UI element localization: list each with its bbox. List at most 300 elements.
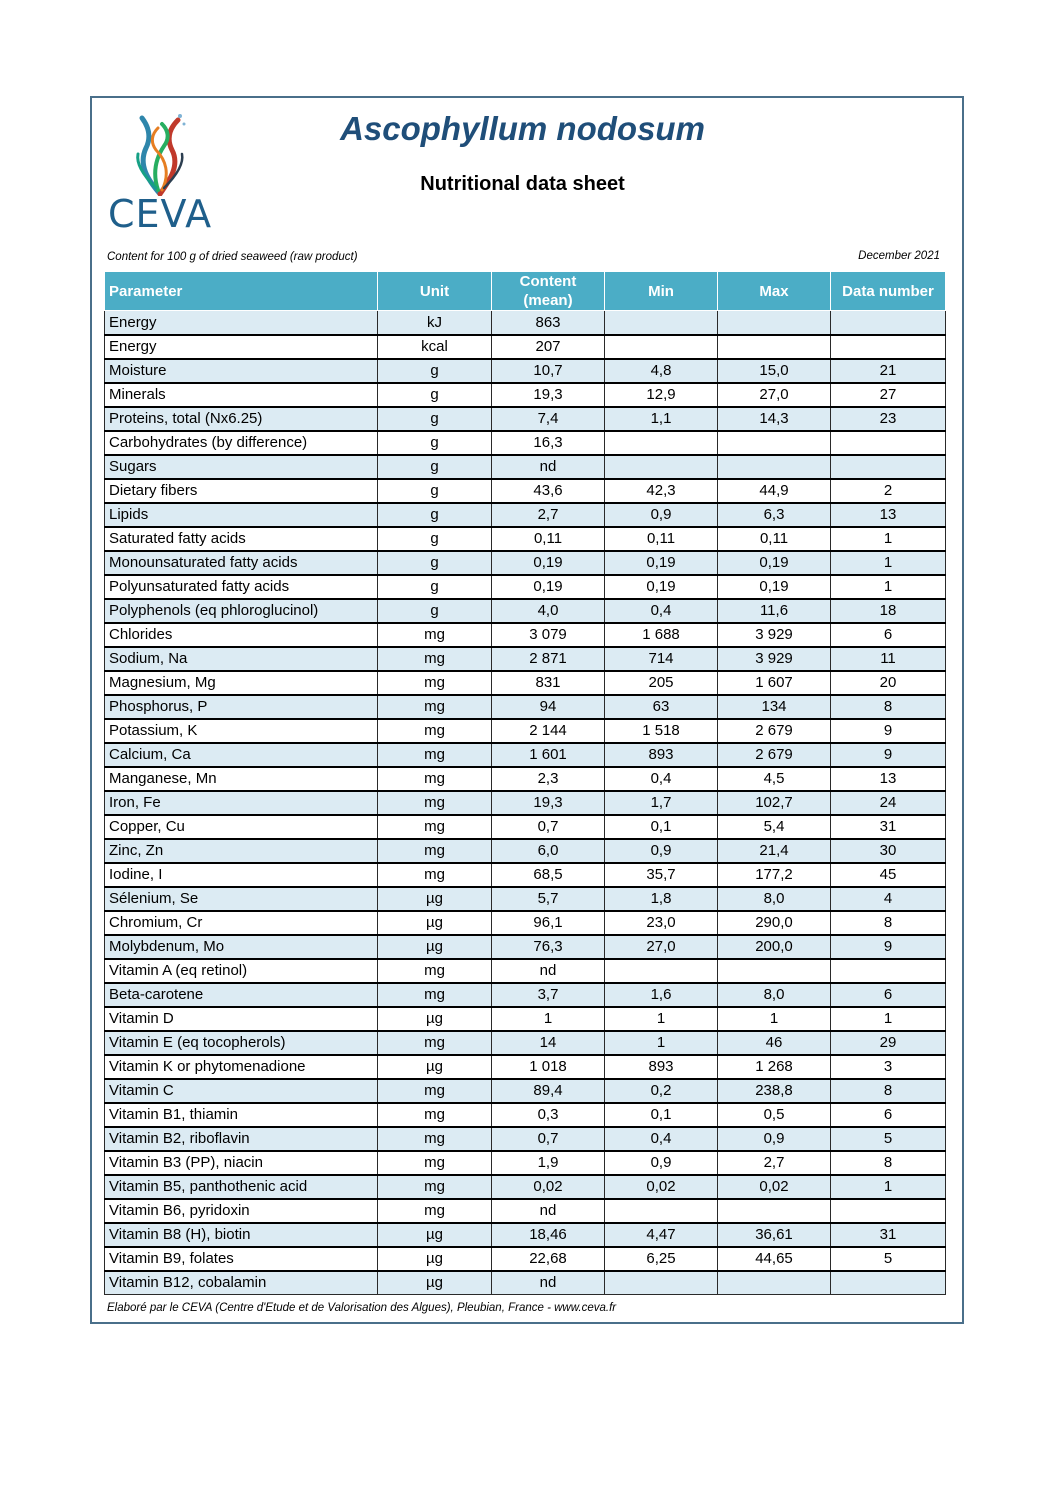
cell-min: 4,8: [605, 359, 718, 383]
cell-max: 46: [718, 1031, 831, 1055]
cell-unit: mg: [378, 983, 492, 1007]
cell-data-number: 20: [831, 671, 946, 695]
cell-unit: mg: [378, 719, 492, 743]
cell-unit: mg: [378, 695, 492, 719]
cell-unit: µg: [378, 1271, 492, 1295]
cell-content: nd: [492, 1199, 605, 1223]
cell-max: 21,4: [718, 839, 831, 863]
cell-parameter: Moisture: [105, 359, 378, 383]
cell-parameter: Vitamin B6, pyridoxin: [105, 1199, 378, 1223]
cell-unit: kcal: [378, 335, 492, 359]
cell-min: 0,4: [605, 599, 718, 623]
cell-unit: mg: [378, 623, 492, 647]
cell-content: 2,7: [492, 503, 605, 527]
cell-content: 10,7: [492, 359, 605, 383]
cell-max: 290,0: [718, 911, 831, 935]
cell-min: 27,0: [605, 935, 718, 959]
cell-min: 0,11: [605, 527, 718, 551]
cell-data-number: [831, 455, 946, 479]
cell-content: 0,02: [492, 1175, 605, 1199]
cell-min: 0,4: [605, 767, 718, 791]
cell-unit: mg: [378, 671, 492, 695]
cell-max: 0,11: [718, 527, 831, 551]
cell-max: 3 929: [718, 623, 831, 647]
cell-unit: µg: [378, 1247, 492, 1271]
page-subtitle: Nutritional data sheet: [420, 173, 625, 195]
table-row: [105, 503, 946, 527]
cell-data-number: 21: [831, 359, 946, 383]
cell-parameter: Sodium, Na: [105, 647, 378, 671]
content-note: Content for 100 g of dried seaweed (raw product): [107, 251, 358, 263]
cell-min: 1,8: [605, 887, 718, 911]
cell-max: 44,9: [718, 479, 831, 503]
cell-parameter: Vitamin B8 (H), biotin: [105, 1223, 378, 1247]
cell-max: 0,5: [718, 1103, 831, 1127]
cell-unit: mg: [378, 959, 492, 983]
cell-parameter: Vitamin C: [105, 1079, 378, 1103]
cell-unit: mg: [378, 647, 492, 671]
cell-content: 22,68: [492, 1247, 605, 1271]
cell-min: 893: [605, 743, 718, 767]
cell-content: 19,3: [492, 383, 605, 407]
cell-min: 205: [605, 671, 718, 695]
table-row: [105, 911, 946, 935]
cell-parameter: Iron, Fe: [105, 791, 378, 815]
table-row: [105, 791, 946, 815]
cell-max: [718, 335, 831, 359]
table-row: [105, 743, 946, 767]
cell-unit: kJ: [378, 311, 492, 335]
cell-unit: g: [378, 407, 492, 431]
cell-min: 893: [605, 1055, 718, 1079]
cell-max: [718, 1199, 831, 1223]
cell-max: 1 607: [718, 671, 831, 695]
cell-parameter: Energy: [105, 311, 378, 335]
cell-min: [605, 959, 718, 983]
cell-parameter: Lipids: [105, 503, 378, 527]
cell-min: 0,19: [605, 575, 718, 599]
cell-content: 2 871: [492, 647, 605, 671]
cell-min: [605, 431, 718, 455]
cell-data-number: 18: [831, 599, 946, 623]
cell-min: 42,3: [605, 479, 718, 503]
cell-parameter: Vitamin B9, folates: [105, 1247, 378, 1271]
cell-data-number: [831, 431, 946, 455]
cell-max: 0,02: [718, 1175, 831, 1199]
table-row: [105, 983, 946, 1007]
cell-content: nd: [492, 959, 605, 983]
cell-min: 714: [605, 647, 718, 671]
cell-content: 207: [492, 335, 605, 359]
cell-unit: mg: [378, 743, 492, 767]
cell-parameter: Vitamin A (eq retinol): [105, 959, 378, 983]
table-row: [105, 335, 946, 359]
cell-unit: g: [378, 383, 492, 407]
cell-parameter: Vitamin B12, cobalamin: [105, 1271, 378, 1295]
cell-content: 1 601: [492, 743, 605, 767]
cell-unit: mg: [378, 1175, 492, 1199]
cell-data-number: [831, 335, 946, 359]
cell-unit: mg: [378, 1079, 492, 1103]
cell-min: 0,1: [605, 1103, 718, 1127]
cell-parameter: Polyunsaturated fatty acids: [105, 575, 378, 599]
cell-unit: µg: [378, 1223, 492, 1247]
cell-data-number: 1: [831, 1007, 946, 1031]
cell-unit: µg: [378, 887, 492, 911]
cell-parameter: Vitamin B2, riboflavin: [105, 1127, 378, 1151]
cell-data-number: 11: [831, 647, 946, 671]
cell-data-number: 1: [831, 575, 946, 599]
cell-max: 11,6: [718, 599, 831, 623]
cell-content: 4,0: [492, 599, 605, 623]
cell-content: 43,6: [492, 479, 605, 503]
cell-data-number: 8: [831, 695, 946, 719]
cell-max: 0,9: [718, 1127, 831, 1151]
cell-parameter: Proteins, total (Nx6.25): [105, 407, 378, 431]
cell-min: 1: [605, 1031, 718, 1055]
cell-min: 1,6: [605, 983, 718, 1007]
cell-content: 2,3: [492, 767, 605, 791]
cell-parameter: Molybdenum, Mo: [105, 935, 378, 959]
cell-content: 1: [492, 1007, 605, 1031]
table-row: [105, 1199, 946, 1223]
table-row: [105, 359, 946, 383]
cell-min: 6,25: [605, 1247, 718, 1271]
table-row: [105, 1127, 946, 1151]
cell-min: 0,9: [605, 503, 718, 527]
cell-data-number: 1: [831, 1175, 946, 1199]
cell-parameter: Sélenium, Se: [105, 887, 378, 911]
cell-min: 1,1: [605, 407, 718, 431]
table-row: [105, 1055, 946, 1079]
cell-min: 0,4: [605, 1127, 718, 1151]
cell-max: 1: [718, 1007, 831, 1031]
seaweed-logo-icon: [108, 110, 212, 196]
cell-min: 1 518: [605, 719, 718, 743]
cell-parameter: Dietary fibers: [105, 479, 378, 503]
cell-unit: mg: [378, 1103, 492, 1127]
cell-data-number: 8: [831, 1151, 946, 1175]
date-label: December 2021: [858, 250, 940, 262]
column-header-content: Content (mean): [492, 272, 605, 311]
cell-max: 2 679: [718, 743, 831, 767]
cell-content: 3,7: [492, 983, 605, 1007]
table-row: [105, 935, 946, 959]
cell-data-number: 5: [831, 1127, 946, 1151]
cell-unit: mg: [378, 863, 492, 887]
table-row: [105, 1031, 946, 1055]
cell-data-number: 29: [831, 1031, 946, 1055]
cell-data-number: [831, 1199, 946, 1223]
cell-content: 14: [492, 1031, 605, 1055]
cell-unit: mg: [378, 1151, 492, 1175]
cell-unit: g: [378, 359, 492, 383]
cell-max: 15,0: [718, 359, 831, 383]
cell-data-number: 2: [831, 479, 946, 503]
cell-data-number: 9: [831, 743, 946, 767]
column-header-data-number: Data number: [831, 272, 946, 311]
cell-min: 0,02: [605, 1175, 718, 1199]
cell-content: 6,0: [492, 839, 605, 863]
cell-max: 200,0: [718, 935, 831, 959]
table-row: [105, 527, 946, 551]
cell-parameter: Vitamin B5, panthothenic acid: [105, 1175, 378, 1199]
cell-unit: g: [378, 551, 492, 575]
column-header-parameter: Parameter: [105, 272, 378, 311]
cell-data-number: 4: [831, 887, 946, 911]
cell-data-number: 27: [831, 383, 946, 407]
cell-parameter: Monounsaturated fatty acids: [105, 551, 378, 575]
footer-note: Elaboré par le CEVA (Centre d'Etude et de Valorisation des Algues), Pleubian, France - www.ceva.fr: [107, 1302, 617, 1314]
cell-max: 4,5: [718, 767, 831, 791]
table-row: [105, 575, 946, 599]
table-row: [105, 1175, 946, 1199]
table-row: [105, 383, 946, 407]
cell-max: 177,2: [718, 863, 831, 887]
table-row: [105, 887, 946, 911]
cell-data-number: 13: [831, 503, 946, 527]
column-header-unit: Unit: [378, 272, 492, 311]
table-body: [105, 311, 946, 1295]
cell-max: 5,4: [718, 815, 831, 839]
cell-max: 0,19: [718, 551, 831, 575]
cell-unit: mg: [378, 1199, 492, 1223]
cell-content: 68,5: [492, 863, 605, 887]
cell-min: 0,2: [605, 1079, 718, 1103]
cell-unit: mg: [378, 791, 492, 815]
table-row: [105, 455, 946, 479]
cell-max: 8,0: [718, 887, 831, 911]
cell-unit: µg: [378, 1007, 492, 1031]
table-row: [105, 959, 946, 983]
table-row: [105, 431, 946, 455]
cell-min: 1,7: [605, 791, 718, 815]
cell-unit: mg: [378, 839, 492, 863]
cell-min: 0,9: [605, 1151, 718, 1175]
table-row: [105, 479, 946, 503]
cell-max: 2 679: [718, 719, 831, 743]
cell-content: 89,4: [492, 1079, 605, 1103]
cell-max: [718, 431, 831, 455]
cell-max: 14,3: [718, 407, 831, 431]
cell-data-number: 6: [831, 623, 946, 647]
cell-parameter: Vitamin B3 (PP), niacin: [105, 1151, 378, 1175]
cell-min: 1: [605, 1007, 718, 1031]
cell-unit: µg: [378, 935, 492, 959]
cell-max: 102,7: [718, 791, 831, 815]
cell-content: 18,46: [492, 1223, 605, 1247]
cell-unit: mg: [378, 1031, 492, 1055]
cell-parameter: Zinc, Zn: [105, 839, 378, 863]
cell-content: 19,3: [492, 791, 605, 815]
cell-content: 863: [492, 311, 605, 335]
table-row: [105, 1247, 946, 1271]
cell-data-number: 13: [831, 767, 946, 791]
cell-min: 12,9: [605, 383, 718, 407]
cell-parameter: Vitamin B1, thiamin: [105, 1103, 378, 1127]
cell-min: [605, 1271, 718, 1295]
cell-content: 94: [492, 695, 605, 719]
table-row: [105, 551, 946, 575]
cell-content: 96,1: [492, 911, 605, 935]
cell-data-number: 30: [831, 839, 946, 863]
table-row: [105, 407, 946, 431]
cell-max: [718, 1271, 831, 1295]
cell-parameter: Polyphenols (eq phloroglucinol): [105, 599, 378, 623]
table-row: [105, 623, 946, 647]
cell-data-number: 1: [831, 527, 946, 551]
cell-data-number: 6: [831, 983, 946, 1007]
cell-data-number: 3: [831, 1055, 946, 1079]
cell-data-number: 6: [831, 1103, 946, 1127]
cell-min: 23,0: [605, 911, 718, 935]
table-row: [105, 1223, 946, 1247]
cell-min: [605, 455, 718, 479]
cell-parameter: Carbohydrates (by difference): [105, 431, 378, 455]
cell-min: [605, 311, 718, 335]
table-row: [105, 1103, 946, 1127]
cell-parameter: Manganese, Mn: [105, 767, 378, 791]
table-row: [105, 311, 946, 335]
cell-data-number: 9: [831, 719, 946, 743]
logo-text: CEVA: [108, 192, 213, 236]
cell-parameter: Sugars: [105, 455, 378, 479]
cell-data-number: 45: [831, 863, 946, 887]
cell-max: 2,7: [718, 1151, 831, 1175]
table-row: [105, 719, 946, 743]
ceva-logo: [108, 110, 212, 234]
table-row: [105, 863, 946, 887]
cell-max: 1 268: [718, 1055, 831, 1079]
cell-min: 4,47: [605, 1223, 718, 1247]
cell-content: 0,3: [492, 1103, 605, 1127]
cell-unit: mg: [378, 767, 492, 791]
table-header-row: [105, 272, 946, 311]
cell-max: 36,61: [718, 1223, 831, 1247]
cell-max: [718, 311, 831, 335]
table-row: [105, 839, 946, 863]
cell-content: 7,4: [492, 407, 605, 431]
cell-max: 134: [718, 695, 831, 719]
cell-min: 0,19: [605, 551, 718, 575]
page-title: Ascophyllum nodosum: [340, 110, 705, 147]
cell-data-number: 23: [831, 407, 946, 431]
cell-data-number: 31: [831, 1223, 946, 1247]
table-row: [105, 647, 946, 671]
cell-parameter: Vitamin K or phytomenadione: [105, 1055, 378, 1079]
cell-parameter: Magnesium, Mg: [105, 671, 378, 695]
table-row: [105, 1271, 946, 1295]
table-row: [105, 1079, 946, 1103]
cell-content: 0,7: [492, 1127, 605, 1151]
cell-parameter: Copper, Cu: [105, 815, 378, 839]
table-row: [105, 1151, 946, 1175]
cell-parameter: Iodine, I: [105, 863, 378, 887]
cell-min: [605, 1199, 718, 1223]
cell-unit: µg: [378, 911, 492, 935]
cell-content: 1,9: [492, 1151, 605, 1175]
cell-max: 238,8: [718, 1079, 831, 1103]
table-row: [105, 1007, 946, 1031]
cell-unit: mg: [378, 815, 492, 839]
cell-content: nd: [492, 1271, 605, 1295]
cell-max: 8,0: [718, 983, 831, 1007]
cell-content: 3 079: [492, 623, 605, 647]
cell-unit: g: [378, 599, 492, 623]
cell-parameter: Phosphorus, P: [105, 695, 378, 719]
cell-parameter: Chlorides: [105, 623, 378, 647]
cell-content: 0,11: [492, 527, 605, 551]
cell-content: 1 018: [492, 1055, 605, 1079]
cell-data-number: 1: [831, 551, 946, 575]
cell-min: 63: [605, 695, 718, 719]
cell-content: 0,19: [492, 551, 605, 575]
cell-unit: g: [378, 431, 492, 455]
cell-data-number: 31: [831, 815, 946, 839]
cell-content: 16,3: [492, 431, 605, 455]
cell-data-number: 8: [831, 1079, 946, 1103]
table-row: [105, 695, 946, 719]
cell-content: 2 144: [492, 719, 605, 743]
cell-max: 3 929: [718, 647, 831, 671]
cell-parameter: Chromium, Cr: [105, 911, 378, 935]
cell-parameter: Energy: [105, 335, 378, 359]
cell-data-number: 5: [831, 1247, 946, 1271]
cell-data-number: 8: [831, 911, 946, 935]
cell-unit: g: [378, 503, 492, 527]
cell-min: 0,1: [605, 815, 718, 839]
cell-max: [718, 455, 831, 479]
table-row: [105, 599, 946, 623]
cell-parameter: Vitamin D: [105, 1007, 378, 1031]
cell-content: 0,19: [492, 575, 605, 599]
cell-parameter: Minerals: [105, 383, 378, 407]
cell-data-number: [831, 959, 946, 983]
cell-max: 6,3: [718, 503, 831, 527]
cell-data-number: 9: [831, 935, 946, 959]
cell-max: [718, 959, 831, 983]
cell-parameter: Vitamin E (eq tocopherols): [105, 1031, 378, 1055]
cell-parameter: Calcium, Ca: [105, 743, 378, 767]
cell-unit: g: [378, 479, 492, 503]
table-row: [105, 767, 946, 791]
cell-max: 0,19: [718, 575, 831, 599]
table-row: [105, 815, 946, 839]
column-header-max: Max: [718, 272, 831, 311]
table-row: [105, 671, 946, 695]
cell-min: 0,9: [605, 839, 718, 863]
cell-content: nd: [492, 455, 605, 479]
cell-max: 27,0: [718, 383, 831, 407]
cell-unit: g: [378, 455, 492, 479]
cell-min: 35,7: [605, 863, 718, 887]
cell-unit: mg: [378, 1127, 492, 1151]
cell-content: 5,7: [492, 887, 605, 911]
cell-content: 76,3: [492, 935, 605, 959]
cell-data-number: [831, 311, 946, 335]
cell-min: 1 688: [605, 623, 718, 647]
cell-unit: g: [378, 527, 492, 551]
cell-parameter: Saturated fatty acids: [105, 527, 378, 551]
column-header-min: Min: [605, 272, 718, 311]
cell-unit: µg: [378, 1055, 492, 1079]
cell-content: 831: [492, 671, 605, 695]
cell-parameter: Beta-carotene: [105, 983, 378, 1007]
cell-data-number: [831, 1271, 946, 1295]
cell-min: [605, 335, 718, 359]
cell-unit: g: [378, 575, 492, 599]
cell-max: 44,65: [718, 1247, 831, 1271]
